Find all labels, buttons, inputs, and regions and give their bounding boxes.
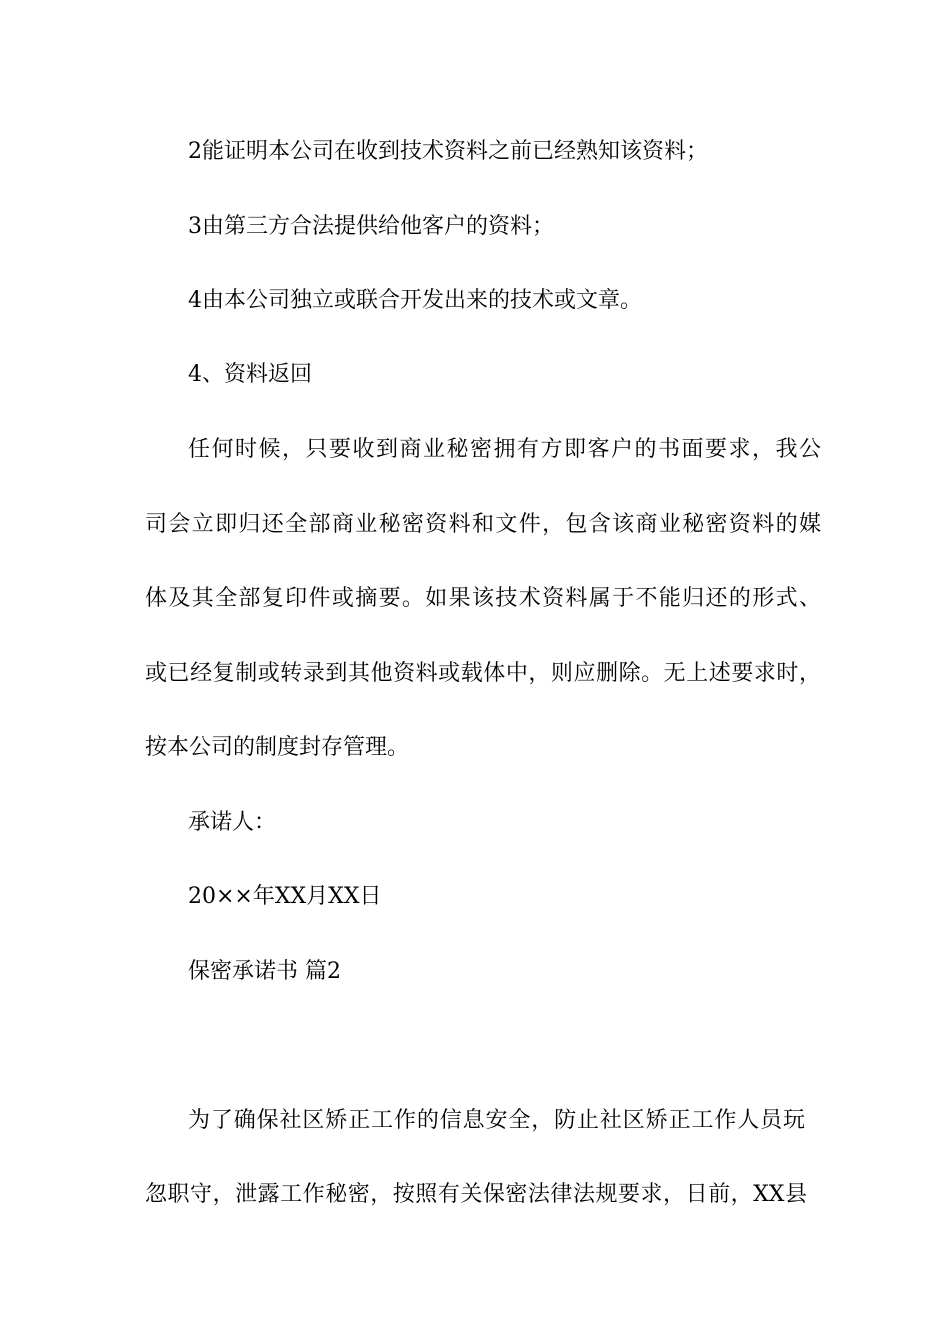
list-item-3: 3由第三方合法提供给他客户的资料； — [188, 214, 554, 239]
date-line: 20××年XX月XX日 — [188, 884, 382, 909]
paragraph-line: 为了确保社区矫正工作的信息安全，防止社区矫正工作人员玩 — [188, 1108, 805, 1133]
paragraph-line: 忽职守，泄露工作秘密，按照有关保密法律法规要求，日前，XX县 — [145, 1182, 807, 1207]
signatory-label: 承诺人： — [188, 810, 277, 835]
paragraph-line: 按本公司的制度封存管理。 — [145, 735, 410, 760]
section-title: 保密承诺书 篇2 — [188, 959, 341, 984]
list-item-2: 2能证明本公司在收到技术资料之前已经熟知该资料； — [188, 139, 708, 164]
paragraph-line: 或已经复制或转录到其他资料或载体中，则应删除。无上述要求时， — [145, 661, 821, 686]
section-heading-data-return: 4、资料返回 — [188, 362, 312, 387]
paragraph-line: 司会立即归还全部商业秘密资料和文件，包含该商业秘密资料的媒 — [145, 512, 821, 537]
list-item-4: 4由本公司独立或联合开发出来的技术或文章。 — [188, 288, 642, 313]
paragraph-line: 体及其全部复印件或摘要。如果该技术资料属于不能归还的形式、 — [145, 586, 821, 611]
paragraph-line: 任何时候，只要收到商业秘密拥有方即客户的书面要求，我公 — [188, 437, 821, 462]
